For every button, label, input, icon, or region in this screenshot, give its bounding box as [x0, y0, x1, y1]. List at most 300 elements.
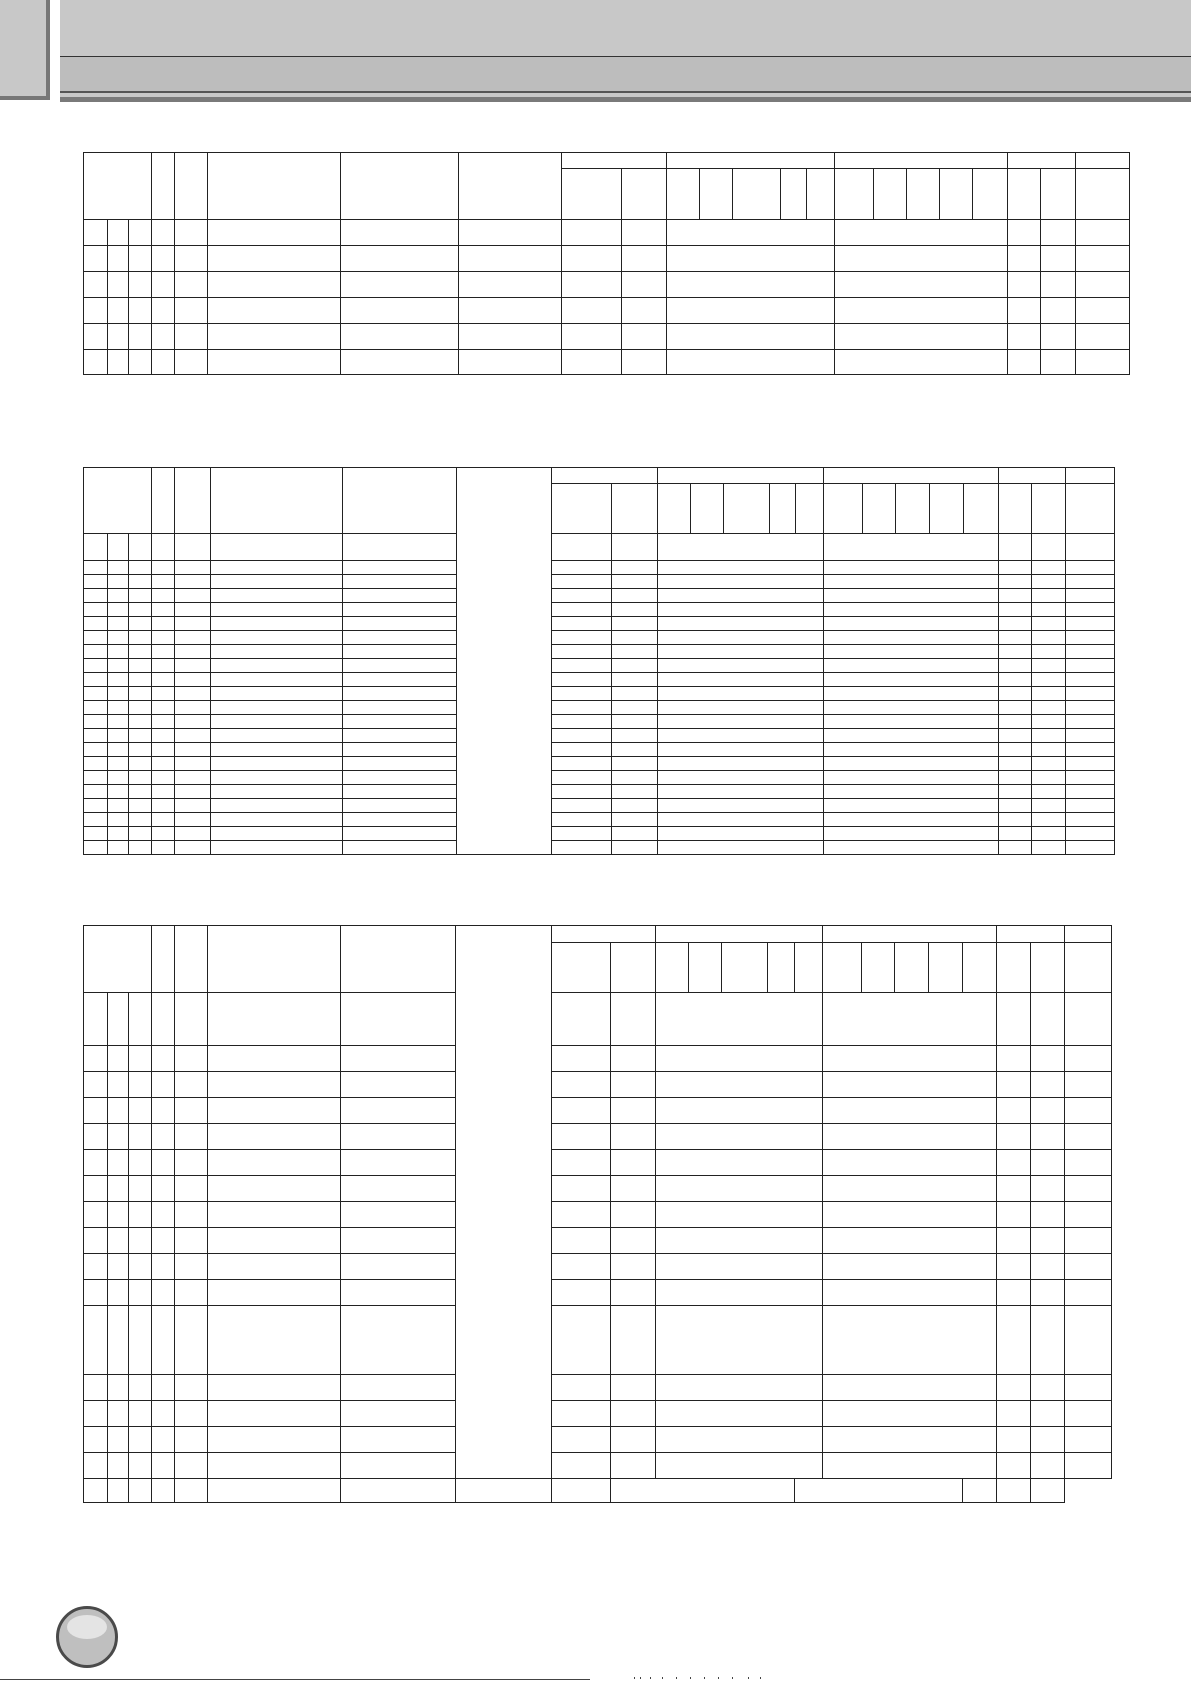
table-cell	[657, 687, 823, 701]
header-cell	[612, 484, 657, 534]
table-cell	[84, 1479, 108, 1503]
header-cell	[341, 153, 459, 220]
table-cell	[211, 701, 342, 715]
table-cell	[108, 827, 129, 841]
table-cell	[342, 743, 456, 757]
table-cell	[657, 771, 823, 785]
table-cell	[152, 617, 175, 631]
table-cell	[152, 1228, 175, 1254]
table-cell	[211, 631, 342, 645]
table-cell	[610, 1280, 655, 1306]
table-cell	[612, 645, 657, 659]
table-cell	[822, 1072, 997, 1098]
table-cell	[208, 1098, 340, 1124]
table-cell	[175, 1124, 208, 1150]
table-cell	[551, 1202, 610, 1228]
table-cell	[129, 715, 152, 729]
table-cell	[552, 631, 612, 645]
table-cell	[175, 1401, 208, 1427]
table-cell	[612, 827, 657, 841]
table-cell	[1064, 1453, 1111, 1479]
table-cell	[1030, 1176, 1064, 1202]
table-cell	[211, 715, 342, 729]
table-cell	[610, 1401, 655, 1427]
table-cell	[108, 813, 129, 827]
table-cell	[84, 1453, 108, 1479]
table-cell	[824, 659, 999, 673]
page-header	[0, 0, 1191, 104]
table-cell	[612, 575, 657, 589]
header-cell	[700, 169, 733, 220]
table-cell	[998, 785, 1031, 799]
table-cell	[824, 827, 999, 841]
header-cell	[722, 943, 768, 993]
table-cell	[551, 1375, 610, 1401]
table-row	[84, 659, 1115, 673]
table-cell	[824, 603, 999, 617]
table-cell	[1064, 1228, 1111, 1254]
table-cell	[667, 324, 835, 350]
table-cell	[152, 813, 175, 827]
table-cell	[552, 827, 612, 841]
table-cell	[211, 561, 342, 575]
table-cell	[1041, 298, 1076, 324]
footer-mark	[748, 1677, 749, 1679]
table-cell	[1031, 659, 1065, 673]
header-cell	[689, 943, 722, 993]
footer-mark	[662, 1677, 663, 1679]
table-cell	[656, 1098, 823, 1124]
table-cell	[175, 729, 211, 743]
table-cell	[612, 659, 657, 673]
table-cell	[340, 1453, 455, 1479]
header-cell	[940, 169, 973, 220]
table-cell	[552, 813, 612, 827]
table-cell	[822, 1046, 997, 1072]
table-cell	[129, 1375, 152, 1401]
table-cell	[610, 1254, 655, 1280]
table-cell	[1064, 1046, 1111, 1072]
table-cell	[998, 687, 1031, 701]
table-cell	[656, 1046, 823, 1072]
table-cell	[552, 603, 612, 617]
footer-mark	[640, 1677, 641, 1679]
table-cell	[656, 1228, 823, 1254]
header-rule	[60, 91, 1191, 93]
table-cell	[1064, 1072, 1111, 1098]
table-cell	[129, 1401, 152, 1427]
table-cell	[657, 673, 823, 687]
table-cell	[129, 1098, 152, 1124]
table-row	[84, 1228, 1112, 1254]
table-cell	[129, 659, 152, 673]
table-cell	[612, 743, 657, 757]
table-cell	[656, 1124, 823, 1150]
table-cell	[552, 841, 612, 855]
table-cell	[1030, 1072, 1064, 1098]
header-cell	[667, 169, 700, 220]
header-group-cell	[552, 468, 657, 484]
table-cell	[108, 1124, 129, 1150]
table-cell	[610, 1228, 655, 1254]
table-cell	[84, 603, 108, 617]
table-cell	[129, 771, 152, 785]
table-cell	[998, 743, 1031, 757]
table-cell	[211, 757, 342, 771]
table-2-body	[84, 468, 1115, 855]
table-cell	[822, 1427, 997, 1453]
table-cell	[997, 1124, 1030, 1150]
table-cell	[824, 771, 999, 785]
table-cell	[108, 246, 129, 272]
table-cell	[175, 743, 211, 757]
table-cell	[152, 729, 175, 743]
table-cell	[822, 1228, 997, 1254]
table-cell	[175, 841, 211, 855]
table-cell	[108, 1228, 129, 1254]
table-cell	[84, 701, 108, 715]
table-cell	[211, 673, 342, 687]
table-cell	[1064, 1098, 1111, 1124]
footer-mark	[704, 1677, 705, 1679]
table-cell	[175, 1427, 208, 1453]
table-cell	[84, 561, 108, 575]
table-cell	[152, 1479, 175, 1503]
table-cell	[998, 673, 1031, 687]
table-cell	[129, 1453, 152, 1479]
table-cell	[667, 350, 835, 375]
footer-mark	[650, 1677, 651, 1679]
table-cell	[1064, 1306, 1111, 1375]
table-cell	[84, 1098, 108, 1124]
table-cell	[175, 715, 211, 729]
table-cell	[175, 220, 208, 246]
table-cell	[657, 799, 823, 813]
header-cell	[861, 943, 894, 993]
table-row	[84, 1254, 1112, 1280]
table-cell	[657, 729, 823, 743]
table-cell	[552, 617, 612, 631]
header-group-cell	[1076, 153, 1130, 169]
table-cell	[152, 220, 175, 246]
table-cell	[208, 1202, 340, 1228]
header-cell	[795, 484, 823, 534]
table-cell	[824, 701, 999, 715]
table-cell	[129, 1072, 152, 1098]
table-cell	[341, 220, 459, 246]
table-cell	[340, 1254, 455, 1280]
header-cell	[551, 943, 610, 993]
merged-cell	[457, 468, 552, 855]
table-cell	[175, 813, 211, 827]
table-cell	[612, 561, 657, 575]
table-cell	[342, 799, 456, 813]
table-cell	[1008, 350, 1041, 375]
table-cell	[208, 1453, 340, 1479]
table-cell	[152, 350, 175, 375]
table-cell	[656, 1306, 823, 1375]
header-cell	[835, 169, 874, 220]
header-cell	[84, 926, 152, 993]
table-cell	[208, 298, 341, 324]
table-row	[84, 1427, 1112, 1453]
table-cell	[84, 617, 108, 631]
header-cell	[208, 926, 340, 993]
table-cell	[1065, 743, 1114, 757]
table-row	[84, 1375, 1112, 1401]
data-table-3	[83, 925, 1112, 1503]
table-cell	[822, 1176, 997, 1202]
table-cell	[152, 715, 175, 729]
table-cell	[208, 1254, 340, 1280]
data-table-1	[83, 152, 1130, 375]
table-cell	[657, 617, 823, 631]
table-cell	[1065, 673, 1114, 687]
table-cell	[152, 272, 175, 298]
table-cell	[129, 729, 152, 743]
table-cell	[84, 813, 108, 827]
table-row	[84, 603, 1115, 617]
table-cell	[175, 617, 211, 631]
table-cell	[1031, 645, 1065, 659]
table-cell	[208, 1124, 340, 1150]
table-cell	[998, 701, 1031, 715]
table-cell	[824, 743, 999, 757]
table-cell	[108, 1098, 129, 1124]
table-cell	[551, 1072, 610, 1098]
header-group-cell	[835, 153, 1008, 169]
table-row	[84, 841, 1115, 855]
header-cell	[175, 926, 208, 993]
table-cell	[459, 220, 562, 246]
header-cell	[822, 943, 861, 993]
table-cell	[459, 324, 562, 350]
table-cell	[340, 1375, 455, 1401]
table-row	[84, 1176, 1112, 1202]
header-group-cell	[1064, 926, 1111, 943]
table-cell	[208, 1375, 340, 1401]
table-cell	[1064, 1401, 1111, 1427]
table-cell	[667, 246, 835, 272]
table-cell	[341, 324, 459, 350]
table-cell	[211, 645, 342, 659]
table-cell	[342, 701, 456, 715]
table-cell	[208, 993, 340, 1046]
table-cell	[175, 673, 211, 687]
header-cell	[768, 943, 794, 993]
table-cell	[1064, 1375, 1111, 1401]
header-group-cell	[551, 926, 655, 943]
table-cell	[1008, 220, 1041, 246]
table-cell	[175, 1228, 208, 1254]
table-cell	[610, 993, 655, 1046]
table-cell	[551, 1228, 610, 1254]
header-cell	[907, 169, 940, 220]
table-cell	[129, 534, 152, 561]
header-cell	[824, 484, 863, 534]
table-cell	[1041, 350, 1076, 375]
table-cell	[108, 298, 129, 324]
table-cell	[822, 1306, 997, 1375]
table-cell	[612, 534, 657, 561]
data-table-2	[83, 467, 1115, 855]
table-cell	[1008, 272, 1041, 298]
table-cell	[108, 993, 129, 1046]
table-cell	[657, 841, 823, 855]
table-cell	[84, 1228, 108, 1254]
table-cell	[998, 827, 1031, 841]
table-cell	[108, 589, 129, 603]
table-cell	[1076, 324, 1130, 350]
table-cell	[1031, 813, 1065, 827]
table-cell	[84, 1124, 108, 1150]
table-row	[84, 246, 1130, 272]
table-cell	[1064, 1427, 1111, 1453]
table-cell	[551, 1046, 610, 1072]
table-row	[84, 813, 1115, 827]
table-cell	[1030, 1479, 1064, 1503]
header-cell	[342, 468, 456, 534]
table-cell	[1064, 1150, 1111, 1176]
table-cell	[108, 771, 129, 785]
table-cell	[667, 220, 835, 246]
table-cell	[657, 603, 823, 617]
table-row	[84, 729, 1115, 743]
table-cell	[152, 1202, 175, 1228]
table-cell	[340, 1479, 455, 1503]
table-cell	[997, 1254, 1030, 1280]
table-cell	[129, 757, 152, 771]
header-cell	[610, 943, 655, 993]
table-cell	[667, 298, 835, 324]
table-cell	[152, 1280, 175, 1306]
table-cell	[459, 272, 562, 298]
table-cell	[612, 841, 657, 855]
table-cell	[175, 1176, 208, 1202]
table-row	[84, 272, 1130, 298]
table-cell	[622, 220, 667, 246]
table-cell	[108, 1479, 129, 1503]
table-cell	[175, 771, 211, 785]
table-cell	[612, 715, 657, 729]
table-cell	[129, 701, 152, 715]
table-cell	[211, 743, 342, 757]
table-cell	[175, 272, 208, 298]
header-cell	[1064, 943, 1111, 993]
header-cell	[152, 926, 175, 993]
table-row	[84, 631, 1115, 645]
table-cell	[208, 1401, 340, 1427]
table-cell	[657, 534, 823, 561]
table-cell	[997, 1375, 1030, 1401]
header-group-cell	[562, 153, 667, 169]
table-cell	[1031, 757, 1065, 771]
table-cell	[656, 993, 823, 1046]
table-cell	[129, 298, 152, 324]
table-cell	[1065, 715, 1114, 729]
table-cell	[1031, 715, 1065, 729]
table-cell	[84, 1254, 108, 1280]
table-cell	[1065, 617, 1114, 631]
table-cell	[656, 1176, 823, 1202]
table-cell	[108, 645, 129, 659]
table-cell	[84, 575, 108, 589]
table-cell	[998, 534, 1031, 561]
table-cell	[152, 1150, 175, 1176]
table-cell	[822, 1453, 997, 1479]
table-cell	[152, 993, 175, 1046]
table-cell	[129, 673, 152, 687]
table-row	[84, 1150, 1112, 1176]
table-cell	[998, 589, 1031, 603]
table-cell	[342, 785, 456, 799]
table-cell	[342, 603, 456, 617]
table-cell	[1031, 841, 1065, 855]
header-cell	[152, 468, 175, 534]
table-cell	[656, 1202, 823, 1228]
table-cell	[129, 631, 152, 645]
table-cell	[1030, 1254, 1064, 1280]
table-cell	[84, 743, 108, 757]
table-cell	[84, 757, 108, 771]
table-cell	[1031, 827, 1065, 841]
table-cell	[1030, 1453, 1064, 1479]
table-cell	[84, 350, 108, 375]
table-cell	[1030, 1150, 1064, 1176]
table-cell	[562, 272, 622, 298]
header-cell	[1008, 169, 1041, 220]
header-cell	[152, 153, 175, 220]
table-cell	[1064, 1254, 1111, 1280]
table-cell	[152, 298, 175, 324]
table-cell	[152, 1046, 175, 1072]
table-cell	[340, 1202, 455, 1228]
table-cell	[1064, 1124, 1111, 1150]
table-cell	[152, 771, 175, 785]
table-cell	[1030, 1046, 1064, 1072]
header-cell	[963, 943, 997, 993]
table-cell	[175, 589, 211, 603]
table-cell	[340, 993, 455, 1046]
table-cell	[552, 659, 612, 673]
header-cell	[781, 169, 807, 220]
table-cell	[551, 1427, 610, 1453]
table-cell	[175, 1479, 208, 1503]
table-cell	[175, 603, 211, 617]
table-cell	[610, 1124, 655, 1150]
table-cell	[340, 1280, 455, 1306]
table-cell	[998, 603, 1031, 617]
table-cell	[1031, 743, 1065, 757]
table-cell	[997, 1046, 1030, 1072]
table-cell	[175, 575, 211, 589]
table-cell	[152, 1306, 175, 1375]
header-cell	[340, 926, 455, 993]
header-cell	[1041, 169, 1076, 220]
table-cell	[108, 603, 129, 617]
table-cell	[610, 1453, 655, 1479]
table-cell	[129, 1150, 152, 1176]
table-cell	[824, 645, 999, 659]
table-cell	[108, 673, 129, 687]
table-cell	[84, 298, 108, 324]
table-cell	[84, 1150, 108, 1176]
header-cell	[769, 484, 795, 534]
table-cell	[997, 1453, 1030, 1479]
table-cell	[208, 1306, 340, 1375]
chapter-tab	[0, 0, 50, 100]
table-cell	[84, 687, 108, 701]
